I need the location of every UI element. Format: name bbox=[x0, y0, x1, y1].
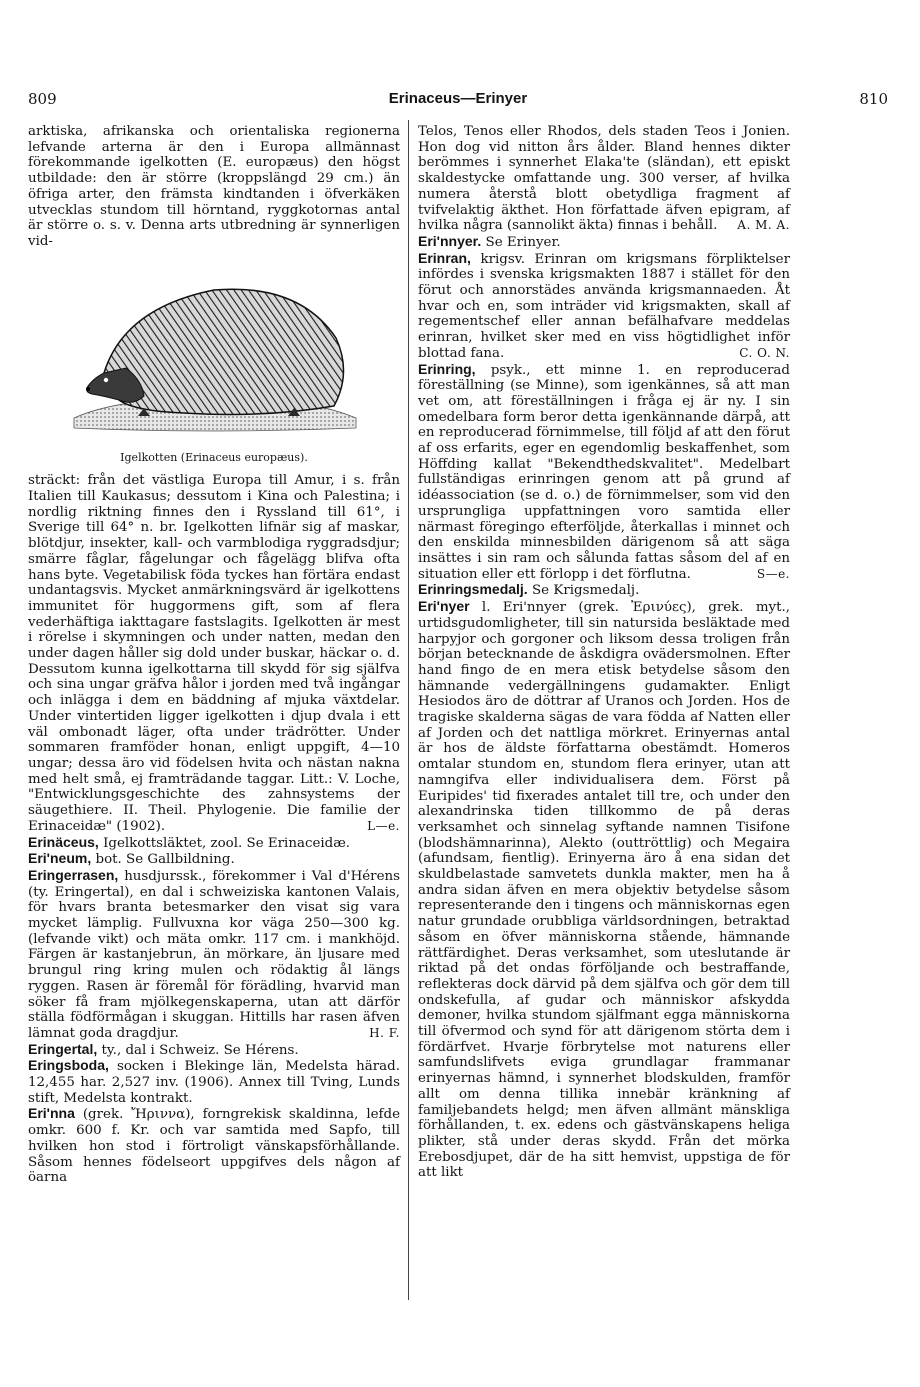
author-signature: C. O. N. bbox=[739, 345, 790, 360]
entry-text: Se Erinyer. bbox=[485, 234, 561, 250]
page-number-right: 810 bbox=[859, 90, 888, 108]
headword: Eringsboda, bbox=[28, 1057, 109, 1074]
paragraph bbox=[28, 473, 400, 834]
entry-text: l. Eri'nnyer (grek. Ἐρινύες), grek. myt., urtidsgudomligheter, till sin natursida besläktade med harpyjor och gorgoner och liksom dessa troligen från början betecknande de åskdigra ovädersmolnen. Efter hand fingo de en mera etisk betydelse såsom den hämnande vedergällningens gudamakter. Enligt Hesiodos äro de döttrar af Uranos och Jorden. Hos de tragiske skalderna sägas de vara födda af Natten eller af Jorden och det nattliga mörkret. Erinyernas antal är hos de äldste författarna obestämdt. Homeros omtalar stundom en, stundom flera erinyer, utan att namngifva eller individualisera dem. Först på Euripides' tid fixerades antalet till tre, och under den alexandrinska tiden tillkommo de på deras verksamhet och sinnelag syftande namnen Tisifone (blodshämnarinna), Alekto (outtröttlig) och Megaira (afundsam, fientlig). Erinyerna äro å ena sidan det skuldbelastade samvetets dunkla makter, men ha å andra sidan äfven en mera objektiv betydelse såsom representerande den i tingens och människornas egen natur grundade orubbliga världsordningen, betraktad såsom en öfver människorna stående, hämnande rättfärdighet. Deras verksamhet, som uteslutande är riktad på det ondas förföljande och bestraffande, reflekteras dock därvid på dem själfva och gör dem till ondskefulla, af gudar och människor afskydda demoner, hvilka stundom själfmant egga människorna till öfvermod och synd för att därigenom störta dem i fördärfvet. Hvarje förbrytelse mot naturens eller samfundslifvets eviga grundlagar frammanar erinyernas hämnd, i synnerhet blodskulden, framför allt om denna tillika innebär kränkning af familjebandets helgd; men äfven allmänt mänskliga förhållanden, t. ex. edens och gästvänskapens heliga plikter, stå under deras skydd. Från det mörka Erebosdjupet, där de ha sitt hemvist, uppstiga de för att likt bbox=[418, 600, 790, 1181]
author-signature: A. M. A. bbox=[737, 218, 790, 233]
entry-erinaceus bbox=[28, 835, 400, 852]
entry-text: (grek. Ἤριννα), forngrekisk skaldinna, lefde omkr. 600 f. Kr. och var samtida med Sapfo, till hvilken hon stod i förtroligt vänskapsförhållande. Såsom hennes födelseort uppgifves dels någon af öarna bbox=[28, 1107, 400, 1186]
entry-erinna bbox=[28, 1106, 400, 1186]
entry-text: ty., dal i Schweiz. Se Hérens. bbox=[101, 1042, 299, 1058]
headword: Eringerrasen, bbox=[28, 866, 119, 883]
entry-erinnyer bbox=[418, 234, 790, 251]
page-header bbox=[28, 90, 888, 112]
hedgehog-figure bbox=[28, 268, 400, 444]
headword: Eri'neum, bbox=[28, 850, 92, 867]
author-signature: H. F. bbox=[369, 1025, 400, 1040]
column-divider bbox=[408, 120, 409, 1300]
paragraph-text: sträckt: från det västliga Europa till Amur, i s. från Italien till Kaukasus; dessutom i Kina och Palestina; i nordlig riktning finnes den i Ryssland till 61°, i Sverige till 64° n. br. Igelkotten lifnär sig af maskar, blötdjur, insekter, kall- och varmblodiga ryggradsdjur; smärre fåglar, fågelungar och fågelägg blifva ofta hans byte. Vegetabilisk föda tyckes han förtära endast undantagsvis. Mycket anmärkningsvärd är igelkottens immunitet för huggormens gift, som af flera vederhäftiga iakttagare fastslagits. Igelkotten är mest i rörelse i skymningen och under natten, medan den under dagen håller sig dold under buskar, häckar o. d. Dessutom kunna igelkottarna till skydd för sig själfva och sina ungar gräfva hålor i jorden med två ingångar och inlägga i dem en bäddning af mjuka växtdelar. Under vintertiden ligger igelkotten i djup dvala i ett väl ombonadt läger, ofta under trädrötter. Under sommaren framföder honan, enligt uppgift, 4—10 ungar; dessa äro vid födelsen hvita och nästan nakna med helt små, ej framträdande taggar. Litt.: V. Loche, "Entwicklungsgeschichte des zahnsystems der säugethiere. II. Theil. Phylogenie. Die familie der Erinaceidæ" (1902). bbox=[28, 473, 400, 834]
entry-text: Igelkottsläktet, zool. Se Erinaceidæ. bbox=[103, 835, 351, 851]
entry-text: bot. Se Gallbildning. bbox=[95, 852, 235, 868]
headword: Erinringsmedalj. bbox=[418, 581, 528, 598]
page-number-left: 809 bbox=[28, 90, 57, 108]
author-signature: S—e. bbox=[756, 566, 790, 581]
entry-text: psyk., ett minne 1. en reproducerad föreställning (se Minne), som igenkännes, så att man vet om, att föreställningen i fråga ej är ny. I sin omedelbara form beror detta igenkännande därpå, att en reproducerad förnimmelse, till följd af att den förut af oss erfarits, eger en egendomlig beskaffenhet, som Höffding kallat "Bekendthedskvalitet". Medelbart fullständigas erinringen genom att på grund af idéassociation (se d. o.) de förnimmelser, som vid den ursprungliga uppfattningen voro samtida eller närmast föregingo efterföljde, återkallas i minnet och den enskilda minnesbilden därigenom så att säga insättes i sin ram och sålunda fattas såsom del af en situation eller ett förlopp i det förflutna. bbox=[418, 362, 790, 582]
entry-eringertal bbox=[28, 1042, 400, 1059]
headword: Eringertal, bbox=[28, 1040, 98, 1057]
entry-eringsboda bbox=[28, 1058, 400, 1106]
paragraph-text: Telos, Tenos eller Rhodos, dels staden Teos i Jonien. Hon dog vid nitton års ålder. Bland hennes dikter berömmes i synnerhet Elaka'te (sländan), ett episkt skaldestycke omfattande ung. 300 verser, af hvilka numera återstå blott obetydliga fragment af tvifvelaktig äkthet. Hon författade äfven epigram, af hvilka några (sannolikt äkta) finnas i behåll. bbox=[418, 124, 790, 234]
running-head: Erinaceus—Erinyer bbox=[388, 90, 528, 107]
entry-erinyer bbox=[418, 599, 790, 1181]
author-signature: L—e. bbox=[367, 818, 400, 833]
hedgehog-icon bbox=[64, 268, 364, 438]
entry-text: husdjurssk., förekommer i Val d'Hérens (ty. Eringertal), en dal i schweiziska kantonen Valais, för hvars branta betesmarker den visat sig vara mycket lämplig. Fullvuxna kor väga 250—300 kg. (lefvande vikt) och mäta omkr. 117 cm. i mankhöjd. Färgen är kastanjebrun, än mörkare, än ljusare med brungul ring kring mulen och rödaktig ål längs ryggen. Rasen är föremål för förädling, hvarvid man söker få fram mjölkegenskaperna, utan att därför ställa födförmågan i skuggan. Hittills har rasen äfven lämnat goda dragdjur. bbox=[28, 868, 400, 1041]
paragraph: arktiska, afrikanska och orientaliska regionerna lefvande arterna är den i Europa allmännast förekommande igelkotten (E. europæus) den högst utbildade: den är större (kroppslängd 29 cm.) än öfriga arter, den främsta kindtanden i öfverkäken utvecklas stundom till hörntand, ryggkotornas antal är större o. s. v. Denna arts utbredning är synnerligen vid- bbox=[28, 124, 400, 249]
entry-eringerrasen bbox=[28, 868, 400, 1042]
right-column bbox=[418, 124, 790, 1181]
entry-erinringsmedalj bbox=[418, 582, 790, 599]
entry-text: Se Krigsmedalj. bbox=[531, 583, 640, 599]
headword: Eri'nyer bbox=[418, 598, 470, 615]
left-column bbox=[28, 124, 400, 1186]
headword: Erinran, bbox=[418, 249, 471, 266]
headword: Erinäceus, bbox=[28, 833, 99, 850]
headword: Eri'nnyer. bbox=[418, 232, 482, 249]
entry-erineum bbox=[28, 851, 400, 868]
figure-caption: Igelkotten (Erinaceus europæus). bbox=[120, 450, 308, 464]
paragraph bbox=[418, 124, 790, 234]
entry-erinring bbox=[418, 362, 790, 583]
entry-text: krigsv. Erinran om krigsmans förpliktelser infördes i svenska krigsmakten 1887 i stället för den förut och annorstädes användа krigsmannaeden. Åt hvar och en, som inträder vid krigsmakten, skall af regementschef eller annan befälhafvare meddelas erinran, hvilket sker med en viss högtidlighet inför blottad fana. bbox=[418, 251, 790, 361]
entry-text: socken i Blekinge län, Medelsta härad. 12,455 har. 2,527 inv. (1906). Annex till Tving, Lunds stift, Medelsta kontrakt. bbox=[28, 1059, 400, 1106]
headword: Erinring, bbox=[418, 360, 476, 377]
headword: Eri'nna bbox=[28, 1105, 75, 1122]
entry-erinran bbox=[418, 251, 790, 362]
